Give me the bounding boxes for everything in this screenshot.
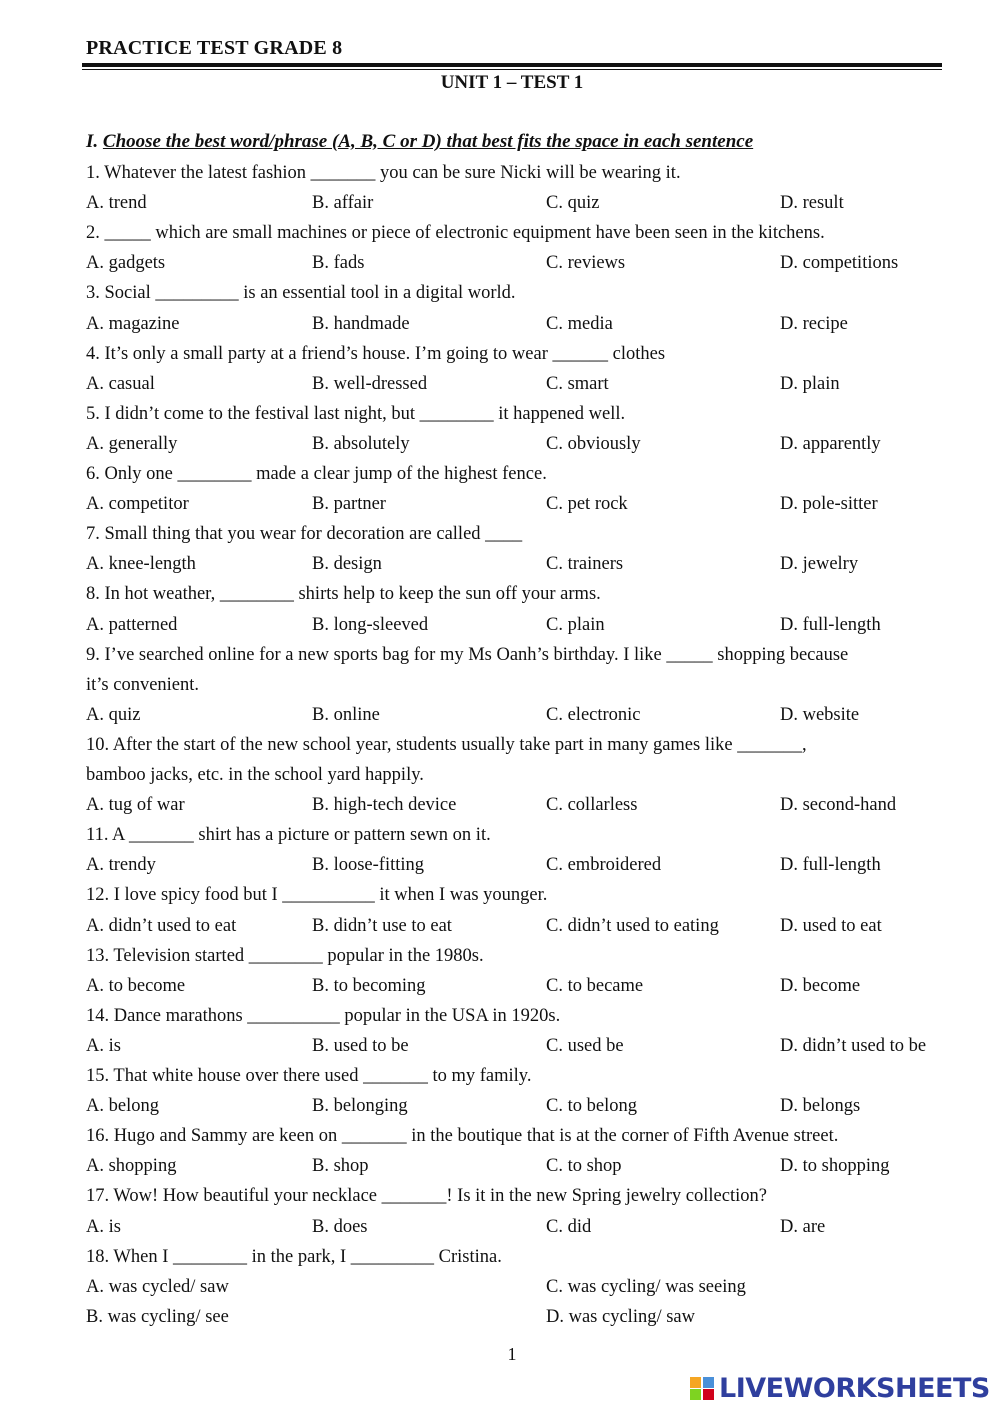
question-18-text: 18. When I ________ in the park, I _________ Cristina. bbox=[86, 1246, 502, 1267]
question-15-option-d[interactable]: D. belongs bbox=[780, 1096, 861, 1117]
question-10-text-line-2: bamboo jacks, etc. in the school yard happily. bbox=[86, 765, 424, 785]
liveworksheets-brand[interactable] bbox=[690, 1372, 990, 1404]
question-12-option-c[interactable]: C. didn’t used to eating bbox=[546, 915, 719, 936]
question-4-option-c[interactable]: C. smart bbox=[546, 373, 609, 394]
question-7-option-c[interactable]: C. trainers bbox=[546, 554, 624, 575]
question-5-option-b[interactable]: B. absolutely bbox=[312, 433, 410, 454]
question-14-text: 14. Dance marathons __________ popular in the USA in 1920s. bbox=[86, 1005, 561, 1026]
question-9-option-c[interactable]: C. electronic bbox=[546, 704, 641, 725]
question-17-option-b[interactable]: B. does bbox=[312, 1216, 368, 1237]
question-18-option-c[interactable]: C. was cycling/ was seeing bbox=[546, 1276, 746, 1297]
question-11-text: 11. A _______ shirt has a picture or pattern sewn on it. bbox=[86, 825, 491, 846]
question-12-option-b[interactable]: B. didn’t use to eat bbox=[312, 915, 452, 936]
question-11-option-b[interactable]: B. loose-fitting bbox=[312, 855, 425, 876]
question-12-text: 12. I love spicy food but I __________ it when I was younger. bbox=[86, 885, 548, 906]
question-14-option-d[interactable]: D. didn’t used to be bbox=[780, 1035, 927, 1056]
question-13-text: 13. Television started ________ popular in the 1980s. bbox=[86, 945, 484, 966]
question-8-text: 8. In hot weather, ________ shirts help to keep the sun off your arms. bbox=[86, 584, 601, 605]
question-15-option-a[interactable]: A. belong bbox=[86, 1096, 159, 1117]
question-10-option-a[interactable]: A. tug of war bbox=[86, 795, 185, 816]
question-16-option-d[interactable]: D. to shopping bbox=[780, 1156, 890, 1177]
question-9-option-b[interactable]: B. online bbox=[312, 704, 380, 725]
liveworksheets-logo-icon bbox=[690, 1375, 716, 1401]
question-15-text: 15. That white house over there used _______ to my family. bbox=[86, 1066, 532, 1086]
question-1-option-d[interactable]: D. result bbox=[780, 193, 844, 214]
question-10-option-d[interactable]: D. second-hand bbox=[780, 795, 897, 816]
question-10-text-line-1: 10. After the start of the new school year, students usually take part in many games like _______, bbox=[86, 734, 807, 755]
question-17-option-d[interactable]: D. are bbox=[780, 1216, 826, 1237]
question-9-text-line-2: it’s convenient. bbox=[86, 674, 200, 695]
page-header-title: PRACTICE TEST GRADE 8 bbox=[86, 37, 343, 59]
question-4-option-a[interactable]: A. casual bbox=[86, 373, 155, 394]
question-17-option-a[interactable]: A. is bbox=[86, 1216, 121, 1237]
question-17-option-c[interactable]: C. did bbox=[546, 1216, 592, 1237]
question-14-option-b[interactable]: B. used to be bbox=[312, 1035, 409, 1056]
question-9-text-line-1: 9. I’ve searched online for a new sports bag for my Ms Oanh’s birthday. I like _____ shopping because bbox=[86, 644, 849, 665]
question-6-option-d[interactable]: D. pole-sitter bbox=[780, 494, 878, 515]
question-6-text: 6. Only one ________ made a clear jump of the highest fence. bbox=[86, 464, 547, 484]
question-6-option-c[interactable]: C. pet rock bbox=[546, 494, 628, 515]
question-9-option-a[interactable]: A. quiz bbox=[86, 704, 141, 725]
question-5-text: 5. I didn’t come to the festival last night, but ________ it happened well. bbox=[86, 403, 626, 424]
section-heading bbox=[86, 131, 753, 153]
question-16-option-c[interactable]: C. to shop bbox=[546, 1156, 622, 1177]
question-1-option-c[interactable]: C. quiz bbox=[546, 193, 600, 214]
header-rule-thick bbox=[82, 63, 942, 67]
question-5-option-d[interactable]: D. apparently bbox=[780, 433, 881, 454]
question-6-option-b[interactable]: B. partner bbox=[312, 494, 386, 515]
question-8-option-a[interactable]: A. patterned bbox=[86, 614, 178, 635]
question-6-option-a[interactable]: A. competitor bbox=[86, 494, 189, 515]
question-11-option-d[interactable]: D. full-length bbox=[780, 855, 881, 876]
question-5-option-a[interactable]: A. generally bbox=[86, 433, 178, 454]
question-8-option-d[interactable]: D. full-length bbox=[780, 614, 881, 635]
question-13-option-c[interactable]: C. to became bbox=[546, 975, 644, 996]
question-7-option-d[interactable]: D. jewelry bbox=[780, 554, 859, 575]
question-13-option-b[interactable]: B. to becoming bbox=[312, 975, 426, 996]
question-12-option-a[interactable]: A. didn’t used to eat bbox=[86, 915, 237, 936]
question-14-option-c[interactable]: C. used be bbox=[546, 1035, 624, 1056]
question-10-option-c[interactable]: C. collarless bbox=[546, 795, 638, 816]
question-18-option-b[interactable]: B. was cycling/ see bbox=[86, 1306, 229, 1327]
question-3-option-d[interactable]: D. recipe bbox=[780, 313, 848, 334]
question-8-option-b[interactable]: B. long-sleeved bbox=[312, 614, 429, 635]
question-2-option-c[interactable]: C. reviews bbox=[546, 253, 626, 274]
question-3-option-a[interactable]: A. magazine bbox=[86, 313, 180, 334]
question-4-text: 4. It’s only a small party at a friend’s house. I’m going to wear ______ clothes bbox=[86, 343, 666, 364]
question-14-option-a[interactable]: A. is bbox=[86, 1035, 121, 1056]
question-4-option-b[interactable]: B. well-dressed bbox=[312, 373, 428, 394]
question-1-text: 1. Whatever the latest fashion _______ you can be sure Nicki will be wearing it. bbox=[86, 163, 681, 183]
question-11-option-c[interactable]: C. embroidered bbox=[546, 855, 662, 876]
question-7-text: 7. Small thing that you wear for decoration are called ____ bbox=[86, 524, 523, 545]
question-2-option-a[interactable]: A. gadgets bbox=[86, 253, 166, 274]
question-17-text: 17. Wow! How beautiful your necklace _______! Is it in the new Spring jewelry collection? bbox=[86, 1186, 767, 1207]
question-4-option-d[interactable]: D. plain bbox=[780, 373, 840, 394]
section-number: I. bbox=[86, 131, 99, 152]
header-rule-thin bbox=[82, 69, 942, 70]
unit-title: UNIT 1 – TEST 1 bbox=[440, 72, 584, 93]
question-11-option-a[interactable]: A. trendy bbox=[86, 855, 156, 876]
question-13-option-a[interactable]: A. to become bbox=[86, 975, 186, 996]
section-instruction: Choose the best word/phrase (A, B, C or D) that best fits the space in each sentence bbox=[102, 131, 754, 152]
question-16-option-b[interactable]: B. shop bbox=[312, 1156, 369, 1177]
question-1-option-b[interactable]: B. affair bbox=[312, 193, 374, 214]
question-18-option-d[interactable]: D. was cycling/ saw bbox=[546, 1306, 695, 1327]
question-18-option-a[interactable]: A. was cycled/ saw bbox=[86, 1276, 229, 1297]
question-16-option-a[interactable]: A. shopping bbox=[86, 1156, 177, 1177]
question-3-option-c[interactable]: C. media bbox=[546, 313, 613, 334]
question-12-option-d[interactable]: D. used to eat bbox=[780, 915, 882, 936]
question-15-option-b[interactable]: B. belonging bbox=[312, 1096, 408, 1117]
question-7-option-a[interactable]: A. knee-length bbox=[86, 554, 196, 575]
question-8-option-c[interactable]: C. plain bbox=[546, 614, 605, 635]
question-16-text: 16. Hugo and Sammy are keen on _______ in the boutique that is at the corner of Fifth Avenue street. bbox=[86, 1126, 839, 1147]
question-2-option-d[interactable]: D. competitions bbox=[780, 253, 899, 274]
brand-name: LIVEWORKSHEETS bbox=[719, 1372, 990, 1404]
question-2-text: 2. _____ which are small machines or piece of electronic equipment have been seen in the kitchens. bbox=[86, 223, 825, 244]
question-10-option-b[interactable]: B. high-tech device bbox=[312, 795, 457, 816]
question-3-text: 3. Social _________ is an essential tool in a digital world. bbox=[86, 283, 516, 304]
question-5-option-c[interactable]: C. obviously bbox=[546, 433, 641, 454]
page-number: 1 bbox=[507, 1344, 517, 1364]
question-9-option-d[interactable]: D. website bbox=[780, 704, 860, 725]
question-2-option-b[interactable]: B. fads bbox=[312, 253, 365, 274]
question-7-option-b[interactable]: B. design bbox=[312, 554, 382, 575]
question-3-option-b[interactable]: B. handmade bbox=[312, 313, 410, 334]
question-15-option-c[interactable]: C. to belong bbox=[546, 1096, 637, 1117]
question-13-option-d[interactable]: D. become bbox=[780, 975, 861, 996]
question-1-option-a[interactable]: A. trend bbox=[86, 193, 147, 214]
